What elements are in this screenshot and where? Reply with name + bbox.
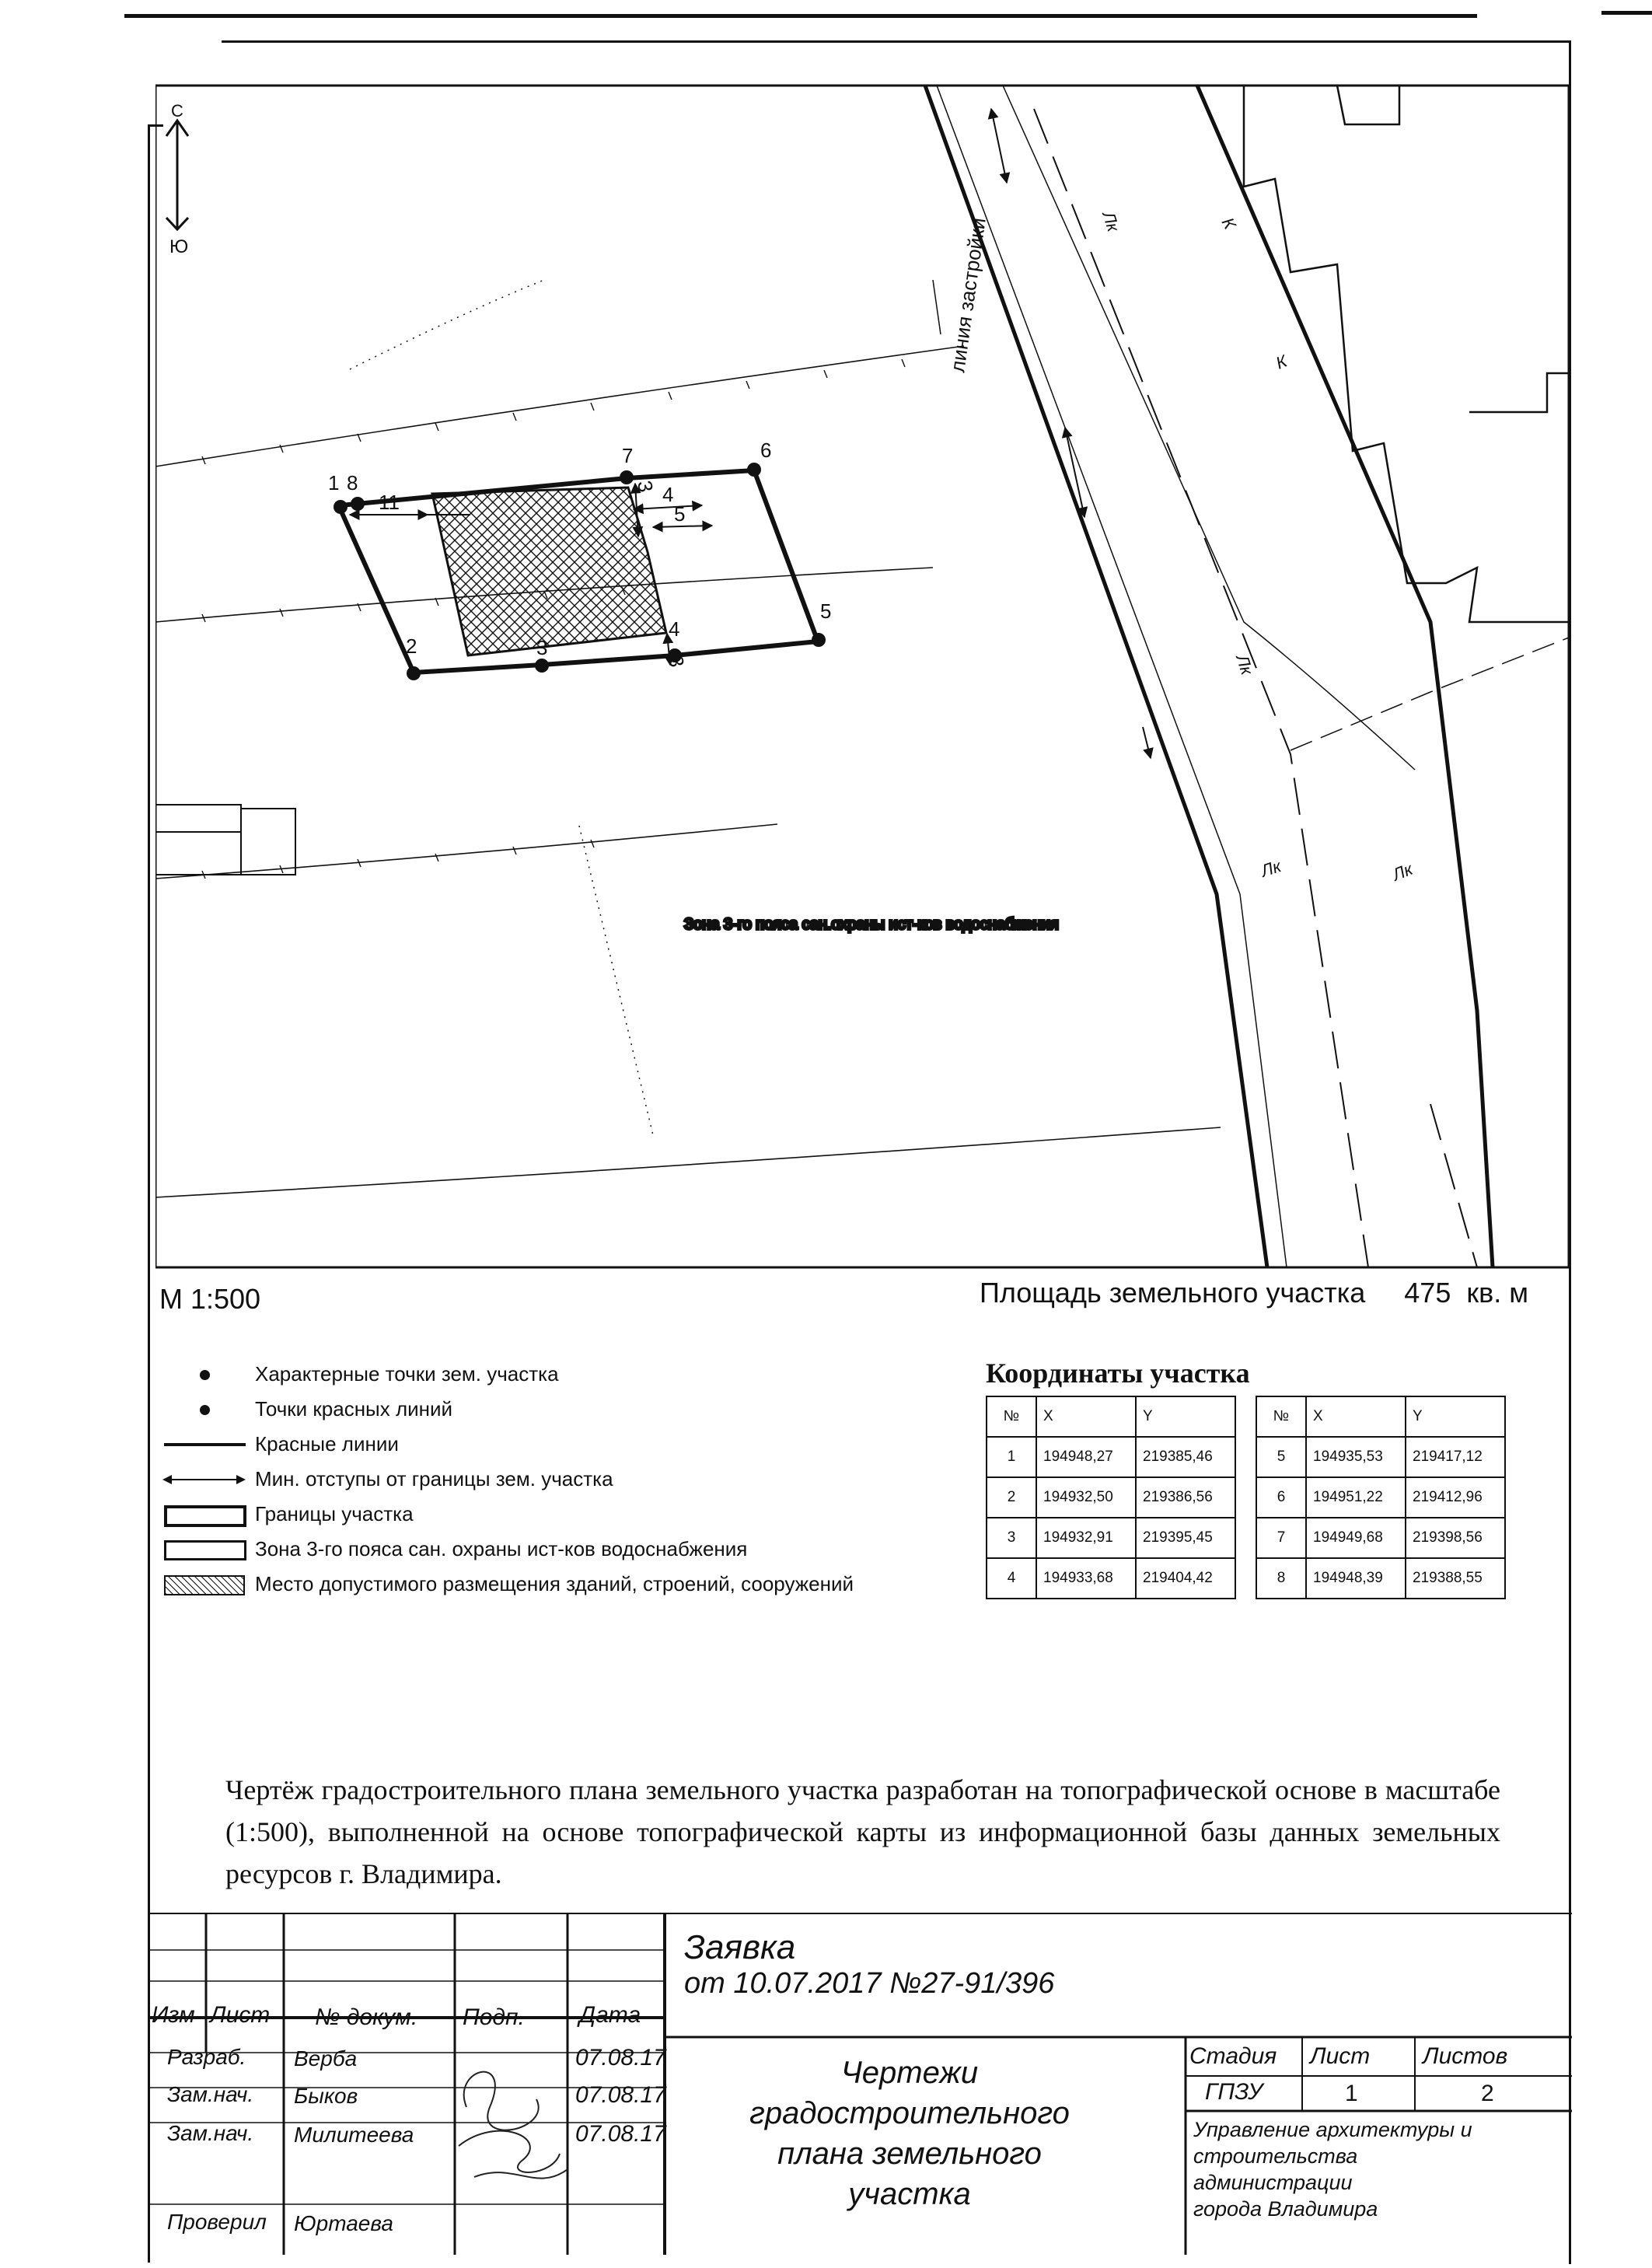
header-izm: Изм [152, 2002, 195, 2028]
role-label: Зам.нач. [167, 2121, 254, 2145]
legend-label: Границы участка [255, 1502, 414, 1525]
drawing-note: Чертёж градостроительного плана земельного участка разработан на топографической основе в масштабе (1:500), выполненной на основе топографической карты из информационной базы данных земельных ресурсов г. Владимира. [225, 1774, 1500, 1889]
table-header-row [1256, 1396, 1505, 1437]
table-cell: 3 [987, 1518, 1036, 1558]
role-date: 07.08.17 [575, 2045, 666, 2071]
role-name: Юртаева [294, 2211, 393, 2235]
road-label: Лк [1098, 208, 1123, 234]
legend-label: Точки красных линий [255, 1397, 453, 1421]
doc-title-line: участка [848, 2177, 971, 2211]
table-cell: 6 [1256, 1477, 1306, 1518]
table-cell: 194948,39 [1306, 1558, 1406, 1599]
coordinates-title: Координаты участка [986, 1358, 1250, 1389]
table-cell: 219417,12 [1406, 1437, 1505, 1477]
map-border [155, 86, 1569, 1267]
road-label: Лк [1258, 856, 1284, 881]
road-label: Лк [1232, 652, 1257, 677]
legend-item [159, 1462, 854, 1497]
column-header: Y [1406, 1396, 1505, 1437]
sheet-value: 1 [1345, 2081, 1358, 2106]
table-row [987, 1477, 1235, 1518]
area-unit: кв. м [1466, 1277, 1529, 1309]
legend-label: Характерные точки зем. участка [255, 1362, 559, 1386]
doc-title-line: плана земельного [777, 2137, 1042, 2171]
scan-top-line [124, 14, 1477, 18]
table-cell: 4 [987, 1558, 1036, 1599]
north-label: С [171, 101, 183, 121]
table-row [987, 1558, 1235, 1599]
org-line: города Владимира [1193, 2197, 1378, 2221]
point-label: 5 [820, 599, 832, 623]
column-header: № [987, 1396, 1036, 1437]
road-arrows [991, 109, 1151, 758]
table-cell: 194951,22 [1306, 1477, 1406, 1518]
legend-label: Место допустимого размещения зданий, строений, сооружений [255, 1572, 854, 1595]
role-label: Зам.нач. [167, 2082, 254, 2106]
role-label: Проверил [167, 2210, 267, 2234]
area-line [980, 1277, 1528, 1309]
sheets-value: 2 [1481, 2081, 1494, 2106]
dotted-lines [350, 280, 653, 1135]
road-label: К [1217, 214, 1240, 232]
doc-title-line: градостроительного [749, 2096, 1070, 2130]
column-header: Y [1136, 1396, 1235, 1437]
road-label: К [1273, 351, 1290, 373]
stage-label: Стадия [1189, 2043, 1277, 2069]
table-cell: 194933,68 [1036, 1558, 1136, 1599]
offset-label: 11 [379, 491, 400, 514]
organization [1193, 2116, 1472, 2222]
allowed-building-area [432, 487, 666, 655]
table-row [987, 1437, 1235, 1477]
org-line: Управление архитектуры и [1193, 2118, 1472, 2141]
road-label: Лк [1389, 858, 1416, 885]
coordinates-table-right [1256, 1396, 1506, 1599]
right-buildings [1244, 86, 1569, 622]
legend-item [159, 1497, 854, 1532]
column-header: № [1256, 1396, 1306, 1437]
role-name: Быков [294, 2084, 358, 2108]
point-label: 8 [347, 471, 358, 494]
org-line: строительства [1193, 2144, 1358, 2168]
legend-label: Красные линии [255, 1432, 399, 1456]
table-cell: 219388,55 [1406, 1558, 1505, 1599]
stage-value: ГПЗУ [1205, 2079, 1263, 2105]
legend-label: Зона 3-го пояса сан. охраны ист-ков водоснабжения [255, 1537, 748, 1560]
role-label: Разраб. [167, 2045, 246, 2069]
coordinates-table-left [986, 1396, 1236, 1599]
table-cell: 219398,56 [1406, 1518, 1505, 1558]
offset-label: 4 [662, 483, 674, 506]
legend-item [159, 1427, 854, 1462]
doc-title-line: Чертежи [840, 2056, 979, 2090]
table-cell: 8 [1256, 1558, 1306, 1599]
org-line: администрации [1193, 2171, 1353, 2194]
request-title: Заявка [684, 1928, 796, 1966]
scan-top-right-line [1601, 11, 1652, 15]
table-cell: 219412,96 [1406, 1477, 1505, 1518]
header-doc: № докум. [315, 2004, 418, 2030]
point-label: 4 [669, 617, 680, 641]
legend-item [159, 1392, 854, 1427]
area-label: Площадь земельного участка [980, 1277, 1366, 1309]
table-cell: 219404,42 [1136, 1558, 1235, 1599]
doc-title [692, 2053, 1127, 2214]
table-cell: 219385,46 [1136, 1437, 1235, 1477]
build-line-label: линия застройки [945, 216, 990, 374]
sheets-label: Листов [1423, 2043, 1508, 2069]
header-sign: Подп. [463, 2004, 525, 2030]
column-header: X [1036, 1396, 1136, 1437]
red-line-icon [159, 1429, 249, 1460]
table-cell: 194935,53 [1306, 1437, 1406, 1477]
table-cell: 219386,56 [1136, 1477, 1235, 1518]
map-scale: М 1:500 [159, 1283, 261, 1315]
table-cell: 194949,68 [1306, 1518, 1406, 1558]
site-plan-map [155, 78, 1570, 1275]
request-detail: от 10.07.2017 №27-91/396 [684, 1967, 1055, 2000]
road-edges [925, 86, 1569, 1267]
red-line-point-icon [159, 1394, 249, 1425]
point-label: 7 [622, 444, 634, 467]
role-name: Милитеева [294, 2123, 414, 2147]
zone-swatch-icon [159, 1534, 249, 1565]
role-name: Верба [294, 2046, 358, 2071]
table-cell: 194932,50 [1036, 1477, 1136, 1518]
table-row [987, 1518, 1235, 1558]
point-dot-icon [159, 1359, 249, 1390]
area-value: 475 [1404, 1277, 1451, 1309]
table-header-row [987, 1396, 1235, 1437]
sheet-label: Лист [1310, 2043, 1371, 2069]
hatch-swatch-icon [159, 1569, 249, 1600]
table-cell: 194932,91 [1036, 1518, 1136, 1558]
table-row [1256, 1518, 1505, 1558]
header-list: Лист [210, 2002, 271, 2028]
role-date: 07.08.17 [575, 2121, 666, 2147]
table-cell: 194948,27 [1036, 1437, 1136, 1477]
point-label: 6 [760, 439, 772, 462]
legend-label: Мин. отступы от границы зем. участка [255, 1467, 613, 1490]
table-cell: 1 [987, 1437, 1036, 1477]
frame-top [222, 40, 1570, 43]
build-line [933, 280, 941, 334]
zone-label: Зона 3-го пояса сан.охраны ист-ков водоснабжения [684, 916, 1059, 933]
point-label: 2 [406, 634, 417, 658]
table-row [1256, 1477, 1505, 1518]
table-row [1256, 1558, 1505, 1599]
point-label: 1 [328, 471, 340, 494]
table-cell: 7 [1256, 1518, 1306, 1558]
header-date: Дата [579, 2002, 641, 2028]
point-label: 3 [536, 636, 548, 659]
offset-label: 5 [674, 502, 686, 526]
table-cell: 219395,45 [1136, 1518, 1235, 1558]
north-arrow-icon [166, 121, 188, 229]
offset-label: 3 [633, 478, 658, 494]
south-label: Ю [169, 236, 189, 257]
boundary-swatch-icon [159, 1499, 249, 1530]
table-cell: 5 [1256, 1437, 1306, 1477]
offset-label: 3 [664, 653, 690, 669]
double-arrow-icon [159, 1464, 249, 1495]
column-header: X [1306, 1396, 1406, 1437]
role-date: 07.08.17 [575, 2082, 666, 2108]
table-cell: 2 [987, 1477, 1036, 1518]
map-legend [159, 1357, 854, 1602]
legend-item [159, 1532, 854, 1567]
small-buildings [155, 805, 295, 875]
legend-item [159, 1357, 854, 1392]
table-row [1256, 1437, 1505, 1477]
legend-item [159, 1567, 854, 1602]
